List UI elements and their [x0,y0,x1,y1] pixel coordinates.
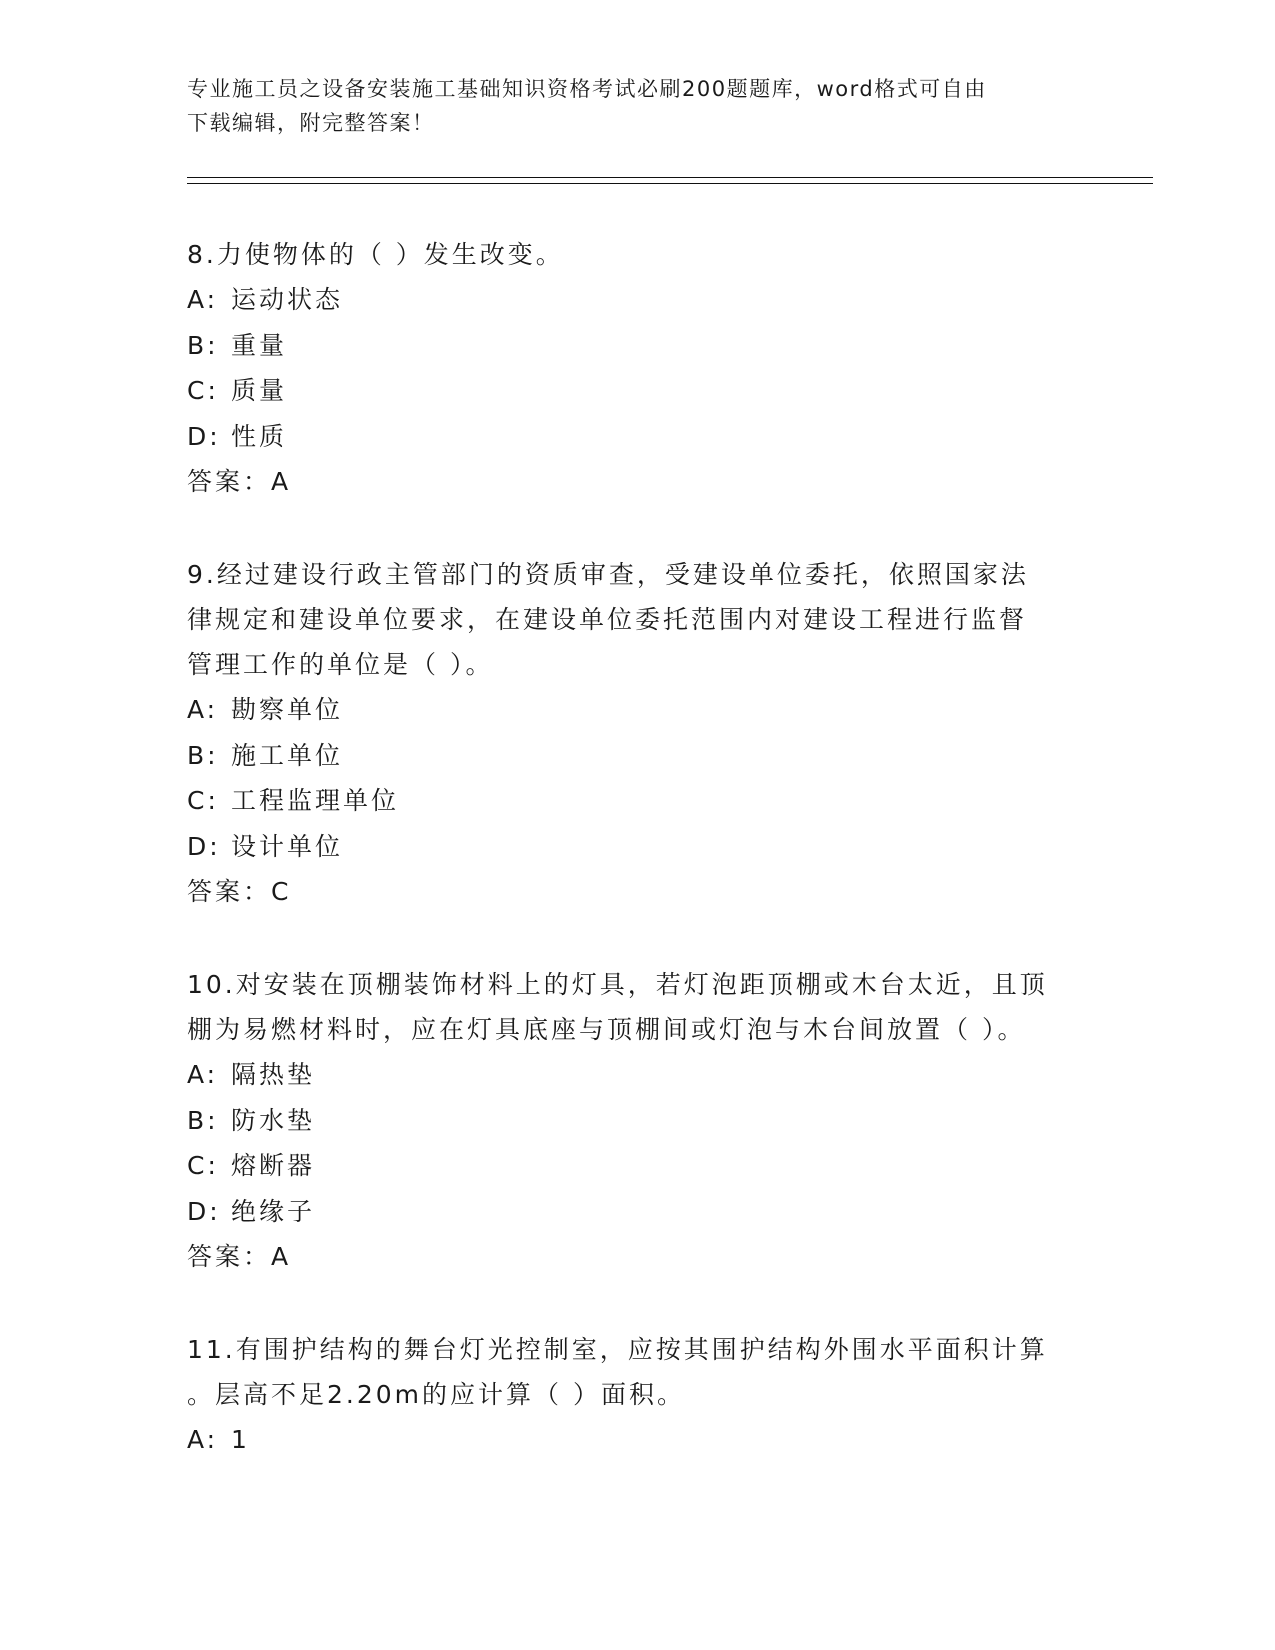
option-text: 熔断器 [231,1151,316,1180]
option-text: 重量 [231,330,288,360]
option-a [187,1052,1087,1098]
answer: 答案：A [187,1242,292,1271]
option-a [187,277,1087,323]
option-letter: A: [187,695,219,724]
option-letter: A: [187,285,219,314]
option-c [187,368,1087,414]
header-divider-top [187,177,1153,178]
document-header [187,72,1087,140]
option-b [187,323,1087,369]
option-text: 1 [231,1425,250,1454]
option-letter: B: [187,740,219,770]
question-text-line: 棚为易燃材料时，应在灯具底座与顶棚间或灯泡与木台间放置（ ）。 [187,1015,1026,1044]
option-text: 隔热垫 [231,1060,316,1089]
option-text: 设计单位 [231,831,344,861]
question-text-line: 10.对安装在顶棚装饰材料上的灯具，若灯泡距顶棚或木台太近，且顶 [187,970,1048,999]
option-letter: D: [187,831,221,861]
answer: 答案：C [187,877,292,906]
option-a [187,687,1087,733]
option-letter: B: [187,330,219,360]
question-9 [187,552,1087,914]
option-c [187,778,1087,824]
option-text: 性质 [231,421,288,451]
option-letter: C: [187,786,219,815]
option-letter: C: [187,376,219,405]
answer: 答案：A [187,467,292,496]
option-d [187,824,1087,870]
option-letter: A: [187,1425,219,1454]
question-text-line: 律规定和建设单位要求，在建设单位委托范围内对建设工程进行监督 [187,605,1028,634]
option-text: 勘察单位 [231,695,344,724]
option-d [187,414,1087,460]
question-8 [187,232,1087,504]
option-text: 工程监理单位 [231,786,400,815]
option-a [187,1417,1087,1463]
option-b [187,733,1087,779]
option-c [187,1143,1087,1189]
question-11 [187,1327,1087,1463]
question-list [187,232,1087,1463]
header-title-line-2: 下载编辑，附完整答案！ [187,111,435,135]
option-text: 运动状态 [231,285,344,314]
option-text: 施工单位 [231,740,344,770]
option-letter: D: [187,1196,221,1226]
option-d [187,1189,1087,1235]
option-letter: C: [187,1151,219,1180]
question-text-line: 管理工作的单位是（ ）。 [187,650,494,679]
option-text: 防水垫 [231,1105,316,1135]
option-letter: A: [187,1060,219,1089]
option-letter: D: [187,421,221,451]
option-b [187,1098,1087,1144]
option-text: 绝缘子 [231,1196,316,1226]
option-text: 质量 [231,376,288,405]
question-10 [187,962,1087,1279]
question-text-line: 9.经过建设行政主管部门的资质审查，受建设单位委托，依照国家法 [187,560,1029,589]
header-title-line-1: 专业施工员之设备安装施工基础知识资格考试必刷200题题库，word格式可自由 [187,77,987,101]
question-text-line: 11.有围护结构的舞台灯光控制室，应按其围护结构外围水平面积计算 [187,1335,1048,1364]
question-text-line: 。层高不足2.20m的应计算（ ）面积。 [187,1380,685,1409]
question-text: 8.力使物体的（ ）发生改变。 [187,240,564,269]
option-letter: B: [187,1105,219,1135]
header-divider-bottom [187,183,1153,184]
